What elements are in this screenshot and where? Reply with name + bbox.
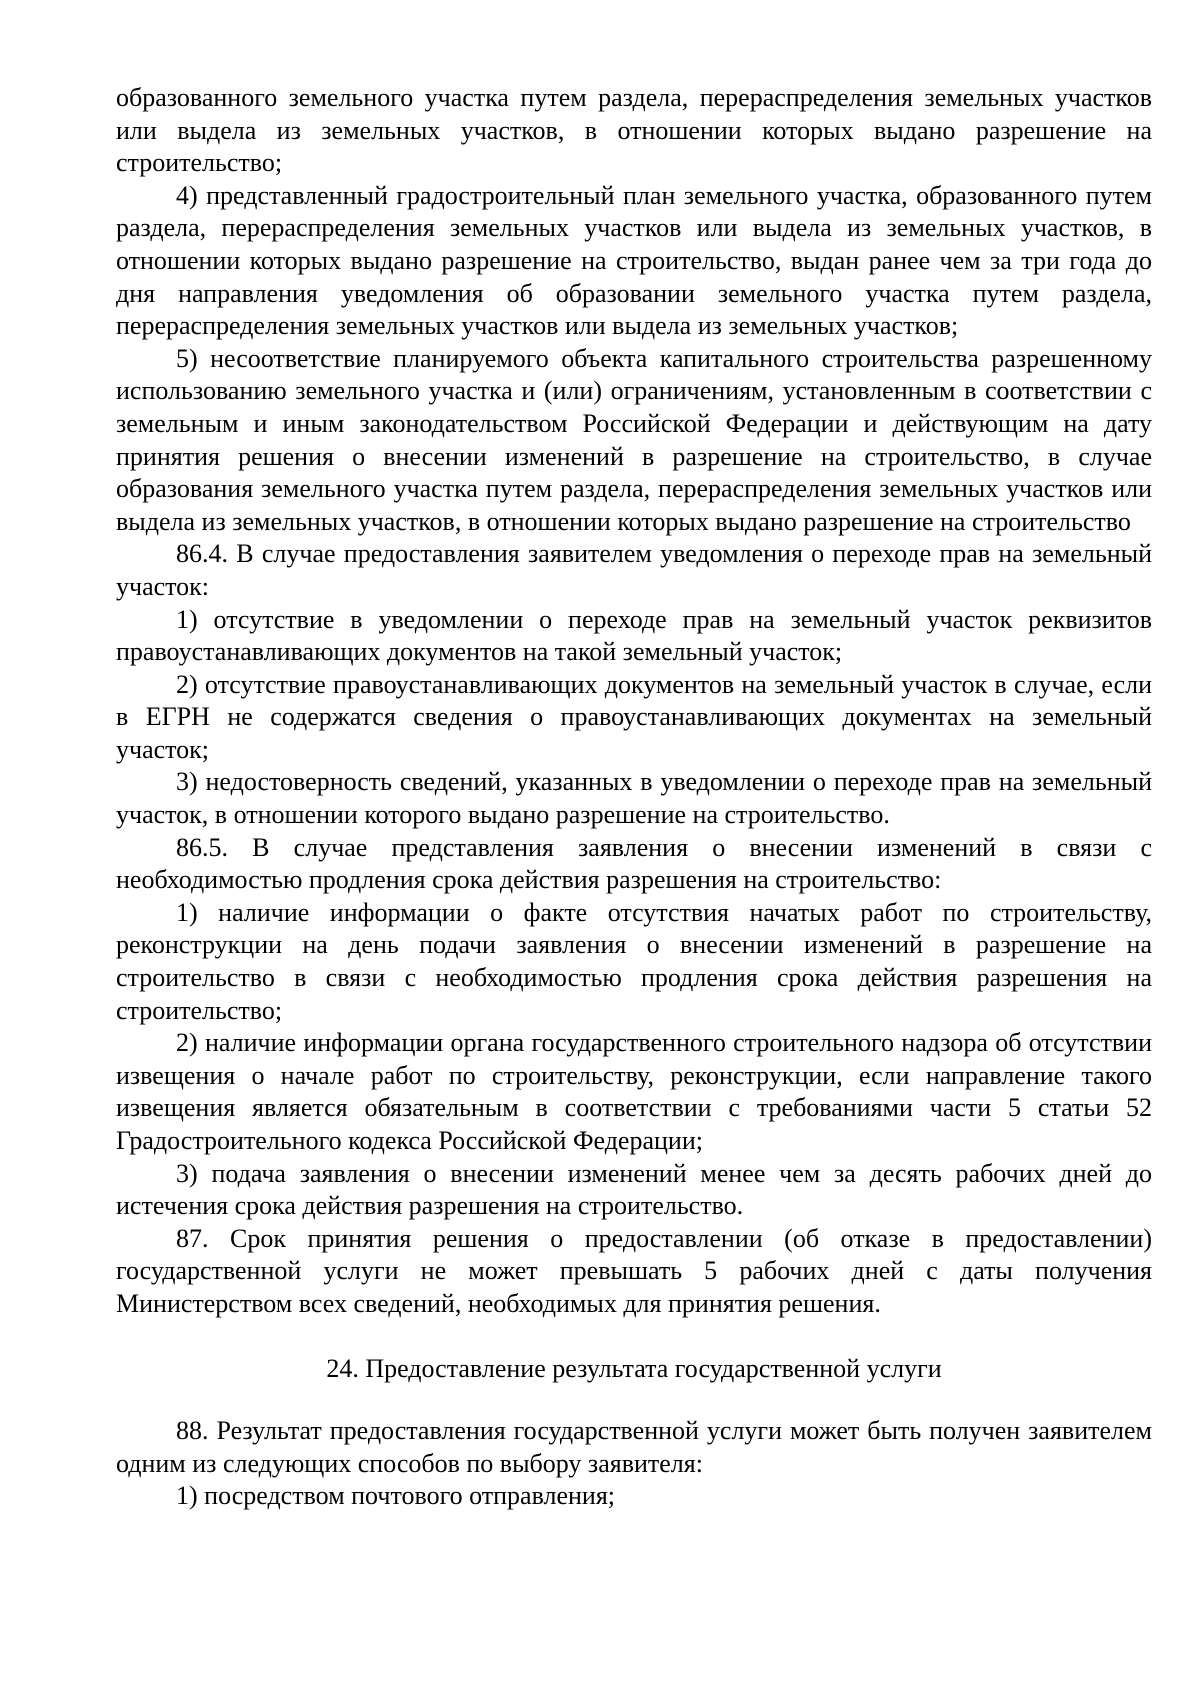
paragraph-item-4: 4) представленный градостроительный план земельного участка, образованного путем раздела, перераспределения земельных участков или выдела из земельных участков, в отношении которых выдано разрешение на строительство, выдан ранее чем за три года до дня направления уведомления об образовании земельного участка путем раздела, перераспределения земельных участков или выдела из земельных участков;	[116, 180, 1152, 341]
paragraph-86-4-item-3: 3) недостоверность сведений, указанных в уведомлении о переходе прав на земельный участок, в отношении которого выдано разрешение на строительство.	[116, 767, 1152, 830]
paragraph-86-5-item-1: 1) наличие информации о факте отсутствия начатых работ по строительству, реконструкции на день подачи заявления о внесении изменений в разрешение на строительство в связи с необходимостью продления срока действия разрешения на строительство;	[116, 897, 1152, 1025]
paragraph-86-5-item-3: 3) подача заявления о внесении изменений менее чем за десять рабочих дней до истечения срока действия разрешения на строительство.	[116, 1158, 1152, 1221]
paragraph-86-4-item-2: 2) отсутствие правоустанавливающих документов на земельный участок в случае, если в ЕГРН не содержатся сведения о правоустанавливающих документах на земельный участок;	[116, 669, 1152, 764]
paragraph-88-item-1: 1) посредством почтового отправления;	[176, 1481, 616, 1511]
section-heading: 24. Предоставление результата государственной услуги	[326, 1353, 942, 1383]
document-page	[116, 82, 1152, 1513]
paragraph-88: 88. Результат предоставления государственной услуги может быть получен заявителем одним из следующих способов по выбору заявителя:	[116, 1416, 1152, 1478]
paragraph-86-5-item-2: 2) наличие информации органа государственного строительного надзора об отсутствии извещения о начале работ по строительству, реконструкции, если направление такого извещения является обязательным в соответствии с требованиями части 5 статьи 52 Градостроительного кодекса Российской Федерации;	[116, 1028, 1152, 1155]
paragraph-86-5: 86.5. В случае представления заявления о внесении изменений в связи с необходимостью продления срока действия разрешения на строительство:	[116, 832, 1152, 895]
paragraph-86-4-item-1: 1) отсутствие в уведомлении о переходе прав на земельный участок реквизитов правоустанавливающих документов на такой земельный участок;	[116, 604, 1152, 667]
paragraph-item-5: 5) несоответствие планируемого объекта капитального строительства разрешенному использованию земельного участка и (или) ограничениям, установленным в соответствии с земельным и иным законодательством Российской Федерации и действующим на дату принятия решения о внесении изменений в разрешение на строительство, в случае образования земельного участка путем раздела, перераспределения земельных участков или выдела из земельных участков, в отношении которых выдано разрешение на строительство	[116, 343, 1152, 536]
paragraph-86-4: 86.4. В случае предоставления заявителем уведомления о переходе прав на земельный участок:	[116, 539, 1152, 601]
paragraph-continuation: образованного земельного участка путем раздела, перераспределения земельных участков или выдела из земельных участков, в отношении которых выдано разрешение на строительство;	[116, 83, 1152, 178]
paragraph-87: 87. Срок принятия решения о предоставлении (об отказе в предоставлении) государственной услуги не может превышать 5 рабочих дней с даты получения Министерством всех сведений, необходимых для принятия решения.	[116, 1223, 1152, 1318]
